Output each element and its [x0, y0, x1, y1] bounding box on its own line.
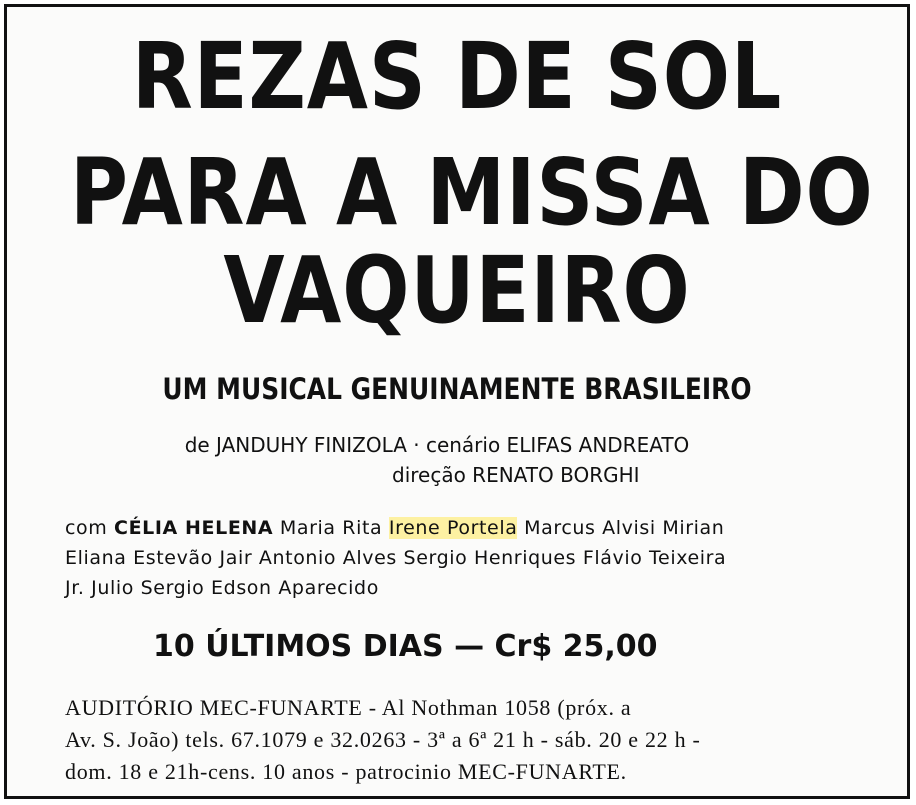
cast-line-1 [65, 517, 895, 539]
credits-direction: direção RENATO BORGHI [392, 463, 640, 487]
venue-info-line-2: Av. S. João) tels. 67.1079 e 32.0263 - 3ª a 6ª 21 h - sáb. 20 e 22 h - [65, 727, 701, 752]
venue-info-line-1: AUDITÓRIO MEC-FUNARTE - Al Nothman 1058 (próx. a [65, 695, 632, 720]
cast-names-a: Maria Rita [279, 517, 383, 539]
cast-line-3: Jr. Julio Sergio Edson Aparecido [65, 577, 379, 599]
cast-star: CÉLIA HELENA [114, 517, 274, 539]
cast-highlighted-name: Irene Portela [388, 517, 518, 539]
cast-line-2: Eliana Estevão Jair Antonio Alves Sergio Henriques Flávio Teixeira [65, 547, 727, 569]
cast-names-b: Marcus Alvisi Mirian [524, 517, 725, 539]
venue-info-line-3: dom. 18 e 21h-cens. 10 anos - patrocinio MEC-FUNARTE. [65, 759, 627, 784]
title-line-1: REZAS DE SOL [131, 23, 783, 130]
credits-author-set: de JANDUHY FINIZOLA · cenário ELIFAS ANDREATO [184, 433, 690, 457]
cast-prefix: com [65, 517, 108, 539]
title-line-2: PARA A MISSA DO [70, 139, 874, 246]
title-line-3: VAQUEIRO [223, 237, 691, 344]
newspaper-ad [4, 4, 910, 799]
price-banner: 10 ÚLTIMOS DIAS — Cr$ 25,00 [153, 629, 658, 664]
subtitle: UM MUSICAL GENUINAMENTE BRASILEIRO [162, 372, 752, 406]
